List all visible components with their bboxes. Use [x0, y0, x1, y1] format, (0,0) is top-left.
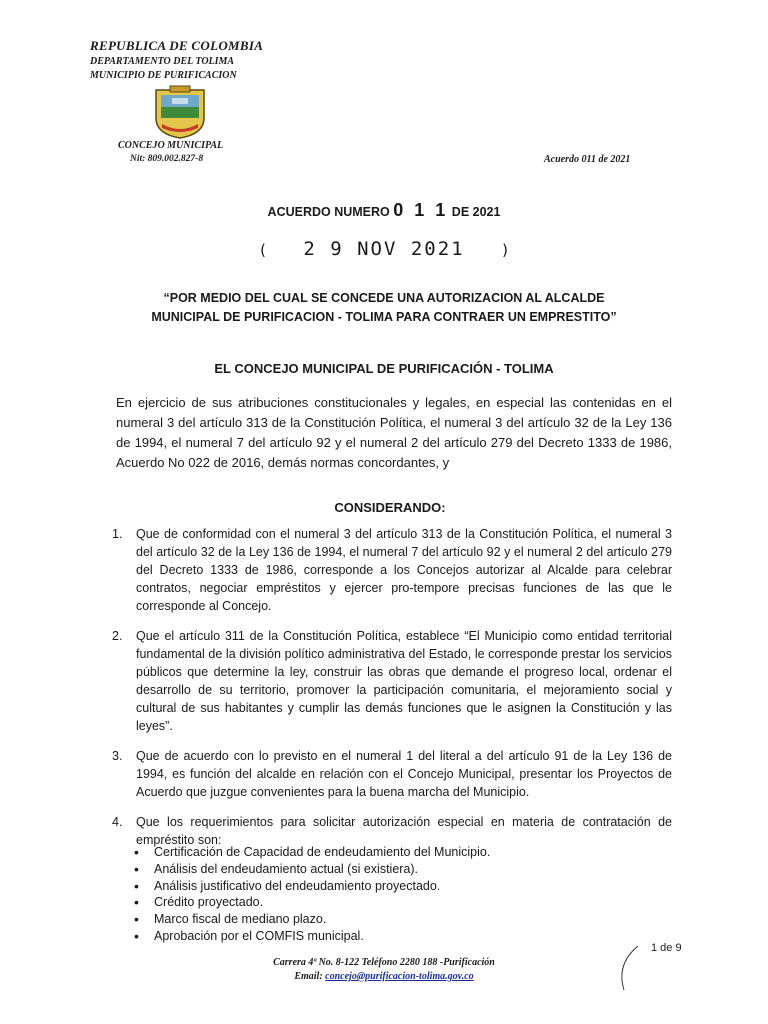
- requirement-item: • Certificación de Capacidad de endeudamiento del Municipio.: [132, 844, 490, 861]
- header-department: DEPARTAMENTO DEL TOLIMA: [90, 56, 235, 67]
- item-number: 1.: [112, 527, 123, 541]
- acuerdo-reference: Acuerdo 011 de 2021: [544, 154, 631, 165]
- footer-email-label: Email:: [294, 971, 323, 982]
- footer-address: Carrera 4ª No. 8-122 Teléfono 2280 188 -Purificación: [273, 957, 495, 968]
- header-nit: Nit: 809.002.827-8: [130, 154, 204, 164]
- requirement-item: • Análisis justificativo del endeudamiento proyectado.: [132, 878, 490, 895]
- subject-line-1: “POR MEDIO DEL CUAL SE CONCEDE UNA AUTORIZACION AL ALCALDE: [163, 291, 605, 305]
- list-item: [112, 747, 672, 801]
- header-municipality: MUNICIPIO DE PURIFICACION: [90, 70, 237, 81]
- acuerdo-number-stamp: 0 1 1: [393, 200, 449, 220]
- footer-email-link[interactable]: concejo@purificacion-tolima.gov.co: [325, 971, 474, 982]
- subject-line-2: MUNICIPAL DE PURIFICACION - TOLIMA PARA CONTRAER UN EMPRESTITO”: [151, 310, 617, 324]
- requirement-item: • Marco fiscal de mediano plazo.: [132, 911, 490, 928]
- footer-email-line: [0, 971, 768, 982]
- item-text: Que de conformidad con el numeral 3 del artículo 313 de la Constitución Política, el numeral 3 del artículo 32 de la Ley 136 de 1994, el numeral 7 del artículo 92 y el numeral 2 del artículo 279 del Decreto 1333 de 1986, corresponde a los Concejos autorizar al Alcalde para celebrar contratos, negociar empréstitos y ejercer pro-tempore precisas funciones de las que le corresponde al Concejo.: [136, 527, 672, 613]
- acuerdo-date-line: [0, 238, 768, 260]
- acuerdo-prefix: ACUERDO NUMERO: [267, 205, 390, 219]
- item-number: 4.: [112, 815, 123, 829]
- header-entity: CONCEJO MUNICIPAL: [118, 140, 224, 151]
- item-text: Que el artículo 311 de la Constitución Política, establece “El Municipio como entidad territorial fundamental de la división político administrativa del Estado, le corresponde prestar los servicios públicos que determine la ley, construir las obras que demande el progreso local, ordenar el desarrollo de su territorio, promover la participación comunitaria, el mejoramiento social y cultural de sus habitantes y cumplir las demás funciones que le asignen la Constitución y las leyes”.: [136, 629, 672, 733]
- list-item: [112, 627, 672, 735]
- date-close-paren: ): [500, 241, 510, 259]
- item-number: 3.: [112, 749, 123, 763]
- requirement-item: • Análisis del endeudamiento actual (si existiera).: [132, 861, 490, 878]
- item-number: 2.: [112, 629, 123, 643]
- date-open-paren: (: [258, 241, 268, 259]
- header-country: REPUBLICA DE COLOMBIA: [90, 38, 264, 53]
- requirement-item: • Crédito proyectado.: [132, 894, 490, 911]
- acuerdo-number-line: [0, 200, 768, 221]
- list-item: [112, 525, 672, 615]
- requirement-item: • Aprobación por el COMFIS municipal.: [132, 928, 490, 945]
- acuerdo-suffix: DE 2021: [451, 205, 501, 219]
- acuerdo-date-stamp: 2 9 NOV 2021: [303, 238, 465, 260]
- acuerdo-subject: [0, 289, 768, 327]
- item-text: Que de acuerdo con lo previsto en el numeral 1 del literal a del artículo 91 de la Ley 136 de 1994, es función del alcalde en relación con el Concejo Municipal, presentar los Proyectos de Acuerdo que juzgue convenientes para la buena marcha del Municipio.: [136, 749, 672, 799]
- municipal-crest-icon: [152, 84, 208, 140]
- page-corner-curve-icon: [612, 944, 642, 994]
- council-heading: EL CONCEJO MUNICIPAL DE PURIFICACIÓN - TOLIMA: [214, 361, 554, 376]
- preamble-paragraph: En ejercicio de sus atribuciones constitucionales y legales, en especial las contenidas en el numeral 3 del artículo 313 de la Constitución Política, el numeral 3 del artículo 32 de la Ley 136 de 1994, el numeral 7 del artículo 92 y el numeral 2 del artículo 279 del Decreto 1333 de 1986, Acuerdo No 022 de 2016, demás normas concordantes, y: [116, 395, 672, 470]
- page-number: 1 de 9: [651, 942, 682, 954]
- considerando-list: [112, 525, 672, 849]
- item-text: Que los requerimientos para solicitar autorización especial en materia de contratación de empréstito son:: [136, 815, 672, 847]
- considerando-heading: CONSIDERANDO:: [334, 500, 446, 515]
- requirements-list: [132, 844, 490, 945]
